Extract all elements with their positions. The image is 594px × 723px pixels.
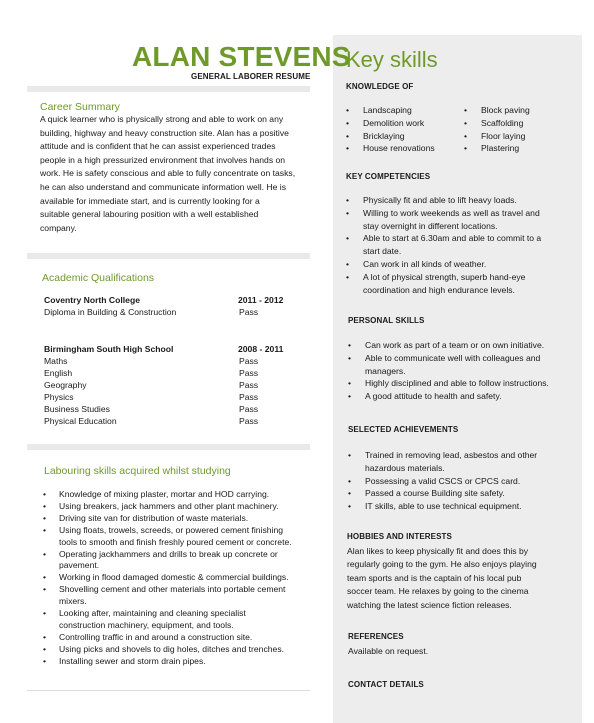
result: Pass	[239, 368, 259, 378]
result: Pass	[239, 356, 259, 366]
career-line: company.	[40, 222, 77, 233]
career-line: A quick learner who is physically strong and able to work on any	[40, 114, 284, 124]
result: Pass	[239, 380, 259, 390]
list-item: • A good attitude to health and safety.	[348, 390, 578, 403]
list-item: • Using floats, trowels, screeds, or powered cement finishing tools to smooth and finish freshly poured cement or concrete.	[43, 525, 328, 549]
list-item: • Physically fit and able to lift heavy loads.	[346, 194, 578, 207]
list-item: • Scaffolding	[464, 117, 574, 130]
competencies-list	[346, 194, 578, 296]
list-item: • Can work in all kinds of weather.	[346, 258, 578, 271]
list-item: • Can work as part of a team or on own initiative.	[348, 339, 578, 352]
candidate-name: ALAN STEVENS	[132, 41, 351, 72]
list-item: • Plastering	[464, 142, 574, 155]
subject: English	[44, 368, 73, 378]
personal-skills-heading: PERSONAL SKILLS	[348, 316, 425, 325]
subject: Business Studies	[44, 404, 110, 414]
labouring-heading: Labouring skills acquired whilst studying	[44, 465, 231, 477]
subject: Physics	[44, 392, 74, 402]
competencies-heading: KEY COMPETENCIES	[346, 172, 431, 181]
list-item: • Trained in removing lead, asbestos and other hazardous materials.	[348, 449, 578, 475]
hobbies-text: Alan likes to keep physically fit and does this by regularly going to the gym. He also enjoys playing team sports and is the captain of his local pub soccer team. He relaxes by going to the cinema watching the latest science fiction releases.	[347, 546, 537, 610]
list-item: • Landscaping	[346, 104, 461, 117]
result: Pass	[239, 392, 259, 402]
list-item: • Shovelling cement and other materials into portable cement mixers.	[43, 584, 328, 608]
achievements-list	[348, 449, 578, 513]
key-skills-heading: Key skills	[346, 47, 438, 72]
subject: Diploma in Building & Construction	[44, 307, 177, 317]
career-line: work. He is safety conscious and able to fully concentrate on tasks,	[40, 168, 296, 179]
subject: Geography	[44, 380, 87, 390]
section-divider	[27, 444, 310, 450]
career-line: he can also understand and communicate information well. He is	[40, 181, 287, 192]
list-item: • Installing sewer and storm drain pipes.	[43, 656, 328, 668]
knowledge-list-right	[464, 104, 574, 155]
bottom-rule	[27, 690, 310, 691]
references-heading: REFERENCES	[348, 632, 404, 641]
section-divider	[27, 86, 310, 92]
list-item: • A lot of physical strength, superb hand-eye coordination and high endurance levels.	[346, 271, 578, 297]
list-item: • Possessing a valid CSCS or CPCS card.	[348, 475, 578, 488]
knowledge-heading: KNOWLEDGE OF	[346, 82, 414, 91]
school-name: Coventry North College	[44, 295, 140, 305]
career-line: attitude and is confident that he can assist experienced trades	[40, 141, 276, 152]
career-line: available for immediate start, and is currently looking for a	[40, 195, 260, 206]
career-line: building, highway and heavy construction site. Alan has a positive	[40, 127, 289, 138]
career-line: suitable general labouring position with a well established	[40, 209, 259, 220]
list-item: • Highly disciplined and able to follow instructions.	[348, 377, 578, 390]
list-item: • Floor laying	[464, 130, 574, 143]
contact-heading: CONTACT DETAILS	[348, 680, 424, 689]
list-item: • Passed a course Building site safety.	[348, 487, 578, 500]
list-item: • Looking after, maintaining and cleaning specialist construction machinery, equipment, and tools.	[43, 608, 328, 632]
list-item: • Block paving	[464, 104, 574, 117]
subject: Physical Education	[44, 416, 117, 426]
labouring-list	[43, 489, 328, 668]
career-summary-text	[40, 113, 325, 235]
list-item: • Controlling traffic in and around a construction site.	[43, 632, 328, 644]
personal-skills-list	[348, 339, 578, 403]
school-years: 2008 - 2011	[238, 344, 284, 354]
career-summary-heading: Career Summary	[40, 101, 120, 113]
hobbies-heading: HOBBIES AND INTERESTS	[347, 532, 452, 541]
section-divider	[27, 253, 310, 259]
academic-heading: Academic Qualifications	[42, 272, 155, 284]
list-item: • Using breakers, jack hammers and other plant machinery.	[43, 501, 328, 513]
list-item: • Bricklaying	[346, 130, 461, 143]
list-item: • Demolition work	[346, 117, 461, 130]
list-item: • House renovations	[346, 142, 461, 155]
school-years: 2011 - 2012	[238, 295, 284, 305]
result: Pass	[239, 416, 259, 426]
list-item: • Working in flood damaged domestic & commercial buildings.	[43, 572, 328, 584]
references-text: Available on request.	[348, 646, 429, 656]
list-item: • Using picks and shovels to dig holes, ditches and trenches.	[43, 644, 328, 656]
resume-subtitle: GENERAL LABORER RESUME	[191, 72, 311, 81]
subject: Maths	[44, 356, 68, 366]
result: Pass	[239, 404, 259, 414]
knowledge-list-left	[346, 104, 461, 155]
list-item: • IT skills, able to use technical equipment.	[348, 500, 578, 513]
school-name: Birmingham South High School	[44, 344, 174, 354]
career-line: people in a high pressurized environment that involves hands on	[40, 154, 286, 165]
list-item: • Willing to work weekends as well as travel and stay overnight in different locations.	[346, 207, 578, 233]
list-item: • Operating jackhammers and drills to break up concrete or pavement.	[43, 549, 328, 573]
achievements-heading: SELECTED ACHIEVEMENTS	[348, 425, 459, 434]
result: Pass	[239, 307, 259, 317]
list-item: • Driving site van for distribution of waste materials.	[43, 513, 328, 525]
list-item: • Knowledge of mixing plaster, mortar and HOD carrying.	[43, 489, 328, 501]
list-item: • Able to start at 6.30am and able to commit to a start date.	[346, 232, 578, 258]
list-item: • Able to communicate well with colleagues and managers.	[348, 352, 578, 378]
